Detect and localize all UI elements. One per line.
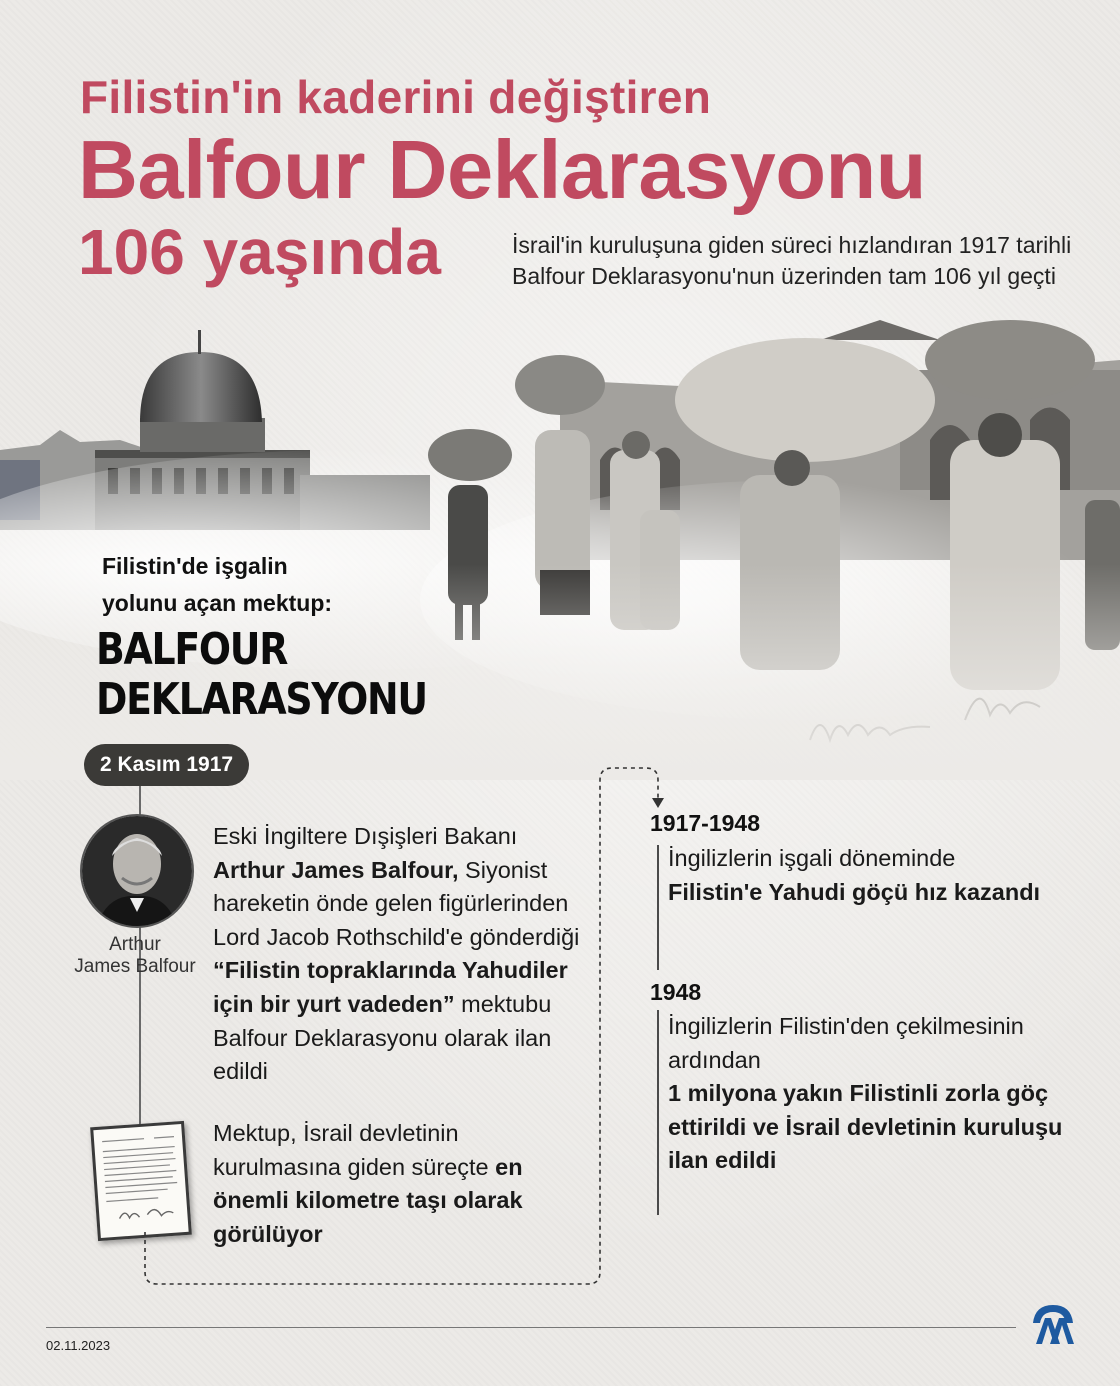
headline-line-1: BALFOUR (96, 624, 288, 675)
feature-kicker (102, 548, 332, 622)
paragraph-1: Eski İngiltere Dışişleri Bakanı Arthur James Balfour, Siyonist hareketin önde gelen figürlerinden Lord Jacob Rothschild'e gönderdiği “Filistin topraklarında Yahudiler için bir yurt vadeden” mektubu Balfour Deklarasyonu olarak ilan edildi (213, 823, 580, 1085)
letter-image (90, 1121, 192, 1241)
timeline-bar (657, 1010, 659, 1215)
title-line-3: 106 yaşında (78, 216, 441, 288)
portrait-caption (60, 934, 210, 978)
title-line-1: Filistin'in kaderini değiştiren (80, 71, 712, 123)
timeline-year: 1917-1948 (650, 810, 760, 836)
headline-line-2: DEKLARASYONU (96, 674, 427, 725)
caption-line-1: Arthur (109, 934, 161, 955)
portrait-photo (80, 814, 194, 928)
kicker-line-1: Filistin'de işgalin (102, 553, 288, 579)
date-badge: 2 Kasım 1917 (84, 744, 249, 786)
paragraph-2: Mektup, İsrail devletinin kurulmasına giden süreçte en önemli kilometre taşı olarak görülüyor (213, 1120, 523, 1247)
timeline-year: 1948 (650, 979, 702, 1005)
subtitle: İsrail'in kuruluşuna giden süreci hızlandıran 1917 tarihli Balfour Deklarasyonu'nun üzerinden tam 106 yıl geçti (512, 232, 1072, 289)
feature-headline (96, 625, 427, 725)
aa-logo-icon (1030, 1302, 1076, 1348)
timeline-entry: İngilizlerin işgali döneminde Filistin'e Yahudi göçü hız kazandı (668, 845, 1041, 905)
caption-line-2: James Balfour (74, 956, 196, 977)
timeline-bar (657, 845, 659, 970)
timeline-entry: İngilizlerin Filistin'den çekilmesinin ardından 1 milyona yakın Filistinli zorla göç ettirildi ve İsrail devletinin kuruluşu ilan edildi (668, 1013, 1063, 1174)
footer-divider (46, 1327, 1016, 1328)
kicker-line-2: yolunu açan mektup: (102, 590, 333, 616)
footer-date: 02.11.2023 (46, 1338, 111, 1353)
timeline-connector (139, 786, 141, 816)
title-line-2: Balfour Deklarasyonu (78, 123, 926, 216)
